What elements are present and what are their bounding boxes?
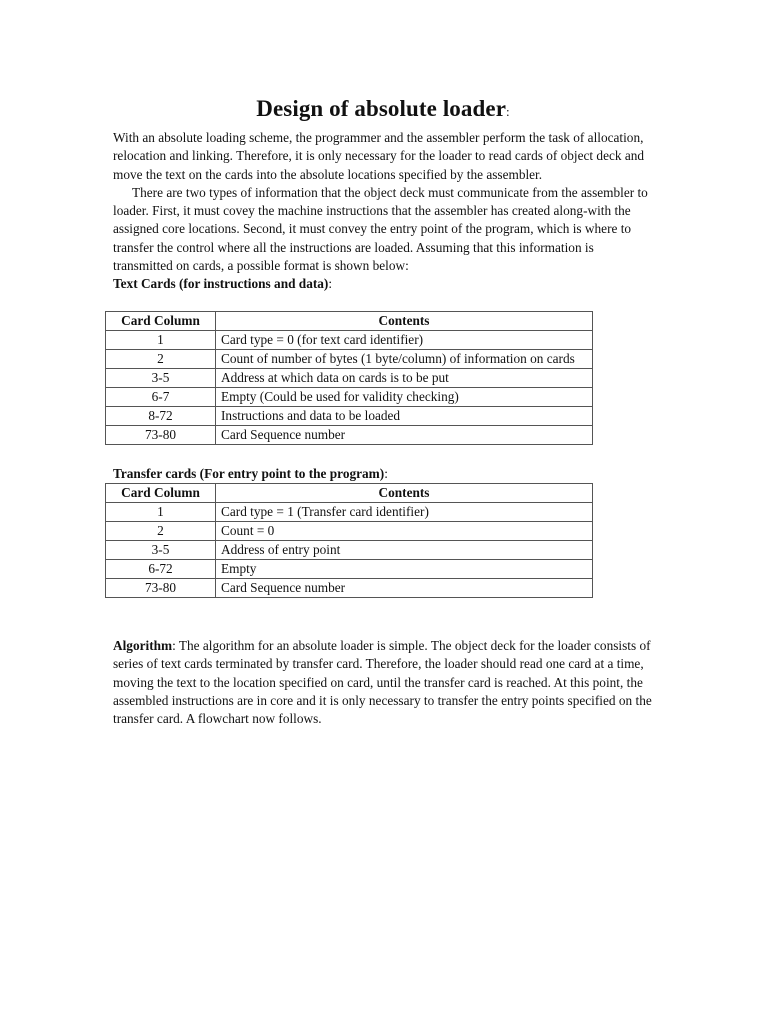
table-header-row: [106, 483, 593, 502]
title-colon: :: [506, 104, 510, 119]
cell-card-column: 3-5: [106, 368, 216, 387]
cell-contents: Address at which data on cards is to be put: [216, 368, 593, 387]
transfer-cards-heading: [113, 465, 653, 483]
table-row: [106, 349, 593, 368]
cell-contents: Empty (Could be used for validity checking): [216, 387, 593, 406]
cell-card-column: 6-72: [106, 559, 216, 578]
table-row: [106, 368, 593, 387]
page-title: [113, 92, 653, 129]
text-cards-table: [105, 311, 593, 445]
column-header-contents: Contents: [216, 311, 593, 330]
table-row: [106, 406, 593, 425]
table-row: [106, 387, 593, 406]
column-header-card-column: Card Column: [106, 311, 216, 330]
cell-contents: Address of entry point: [216, 540, 593, 559]
cell-card-column: 1: [106, 330, 216, 349]
transfer-cards-heading-colon: :: [384, 465, 388, 481]
cell-card-column: 1: [106, 502, 216, 521]
text-cards-heading-text: Text Cards (for instructions and data): [113, 276, 329, 292]
cell-contents: Instructions and data to be loaded: [216, 406, 593, 425]
intro-paragraph: With an absolute loading scheme, the programmer and the assembler perform the task of allocation, relocation and linking. Therefore, it is only necessary for the loader to read cards of object deck and move the text on the cards into the absolute locations specified by the assembler.: [113, 130, 645, 182]
table-header-row: [106, 311, 593, 330]
cell-card-column: 73-80: [106, 425, 216, 444]
cell-card-column: 73-80: [106, 578, 216, 597]
algorithm-label: Algorithm: [113, 637, 173, 653]
cell-card-column: 6-7: [106, 387, 216, 406]
column-header-card-column: Card Column: [106, 483, 216, 502]
cell-contents: Card type = 1 (Transfer card identifier): [216, 502, 593, 521]
text-cards-heading-colon: :: [328, 276, 333, 292]
table-row: [106, 540, 593, 559]
cell-card-column: 8-72: [106, 406, 216, 425]
cell-contents: Card Sequence number: [216, 425, 593, 444]
table-row: [106, 330, 593, 349]
cell-card-column: 3-5: [106, 540, 216, 559]
transfer-cards-table: [105, 483, 593, 598]
algorithm-text: : The algorithm for an absolute loader is simple. The object deck for the loader consists of series of text cards terminated by transfer card. Therefore, the loader should read one card at a time, moving the text to the location specified on card, until the transfer card is reached. At this point, the assembled instructions are in core and it is only necessary to transfer the entry points specified on the transfer card. A flowchart now follows.: [113, 637, 652, 727]
table-row: [106, 559, 593, 578]
cell-contents: Card type = 0 (for text card identifier): [216, 330, 593, 349]
document-page: [113, 92, 653, 728]
transfer-cards-heading-text: Transfer cards (For entry point to the program): [113, 465, 385, 481]
second-paragraph: There are two types of information that the object deck must communicate from the assembler to loader. First, it must covey the machine instructions that the assembler has created along-with the assigned core locations. Second, it must convey the entry point of the program, which is where to transfer the control where all the instructions are loaded. Assuming that this information is transmitted on cards, a possible format is shown below:: [113, 184, 648, 274]
cell-contents: Card Sequence number: [216, 578, 593, 597]
cell-contents: Count of number of bytes (1 byte/column) of information on cards: [216, 349, 593, 368]
cell-card-column: 2: [106, 521, 216, 540]
table-row: [106, 502, 593, 521]
algorithm-paragraph: [113, 637, 653, 728]
table-row: [106, 578, 593, 597]
cell-contents: Count = 0: [216, 521, 593, 540]
table-row: [106, 425, 593, 444]
cell-card-column: 2: [106, 349, 216, 368]
column-header-contents: Contents: [216, 483, 593, 502]
cell-contents: Empty: [216, 559, 593, 578]
title-text: Design of absolute loader: [256, 96, 507, 121]
text-cards-heading: [113, 275, 653, 293]
table-row: [106, 521, 593, 540]
